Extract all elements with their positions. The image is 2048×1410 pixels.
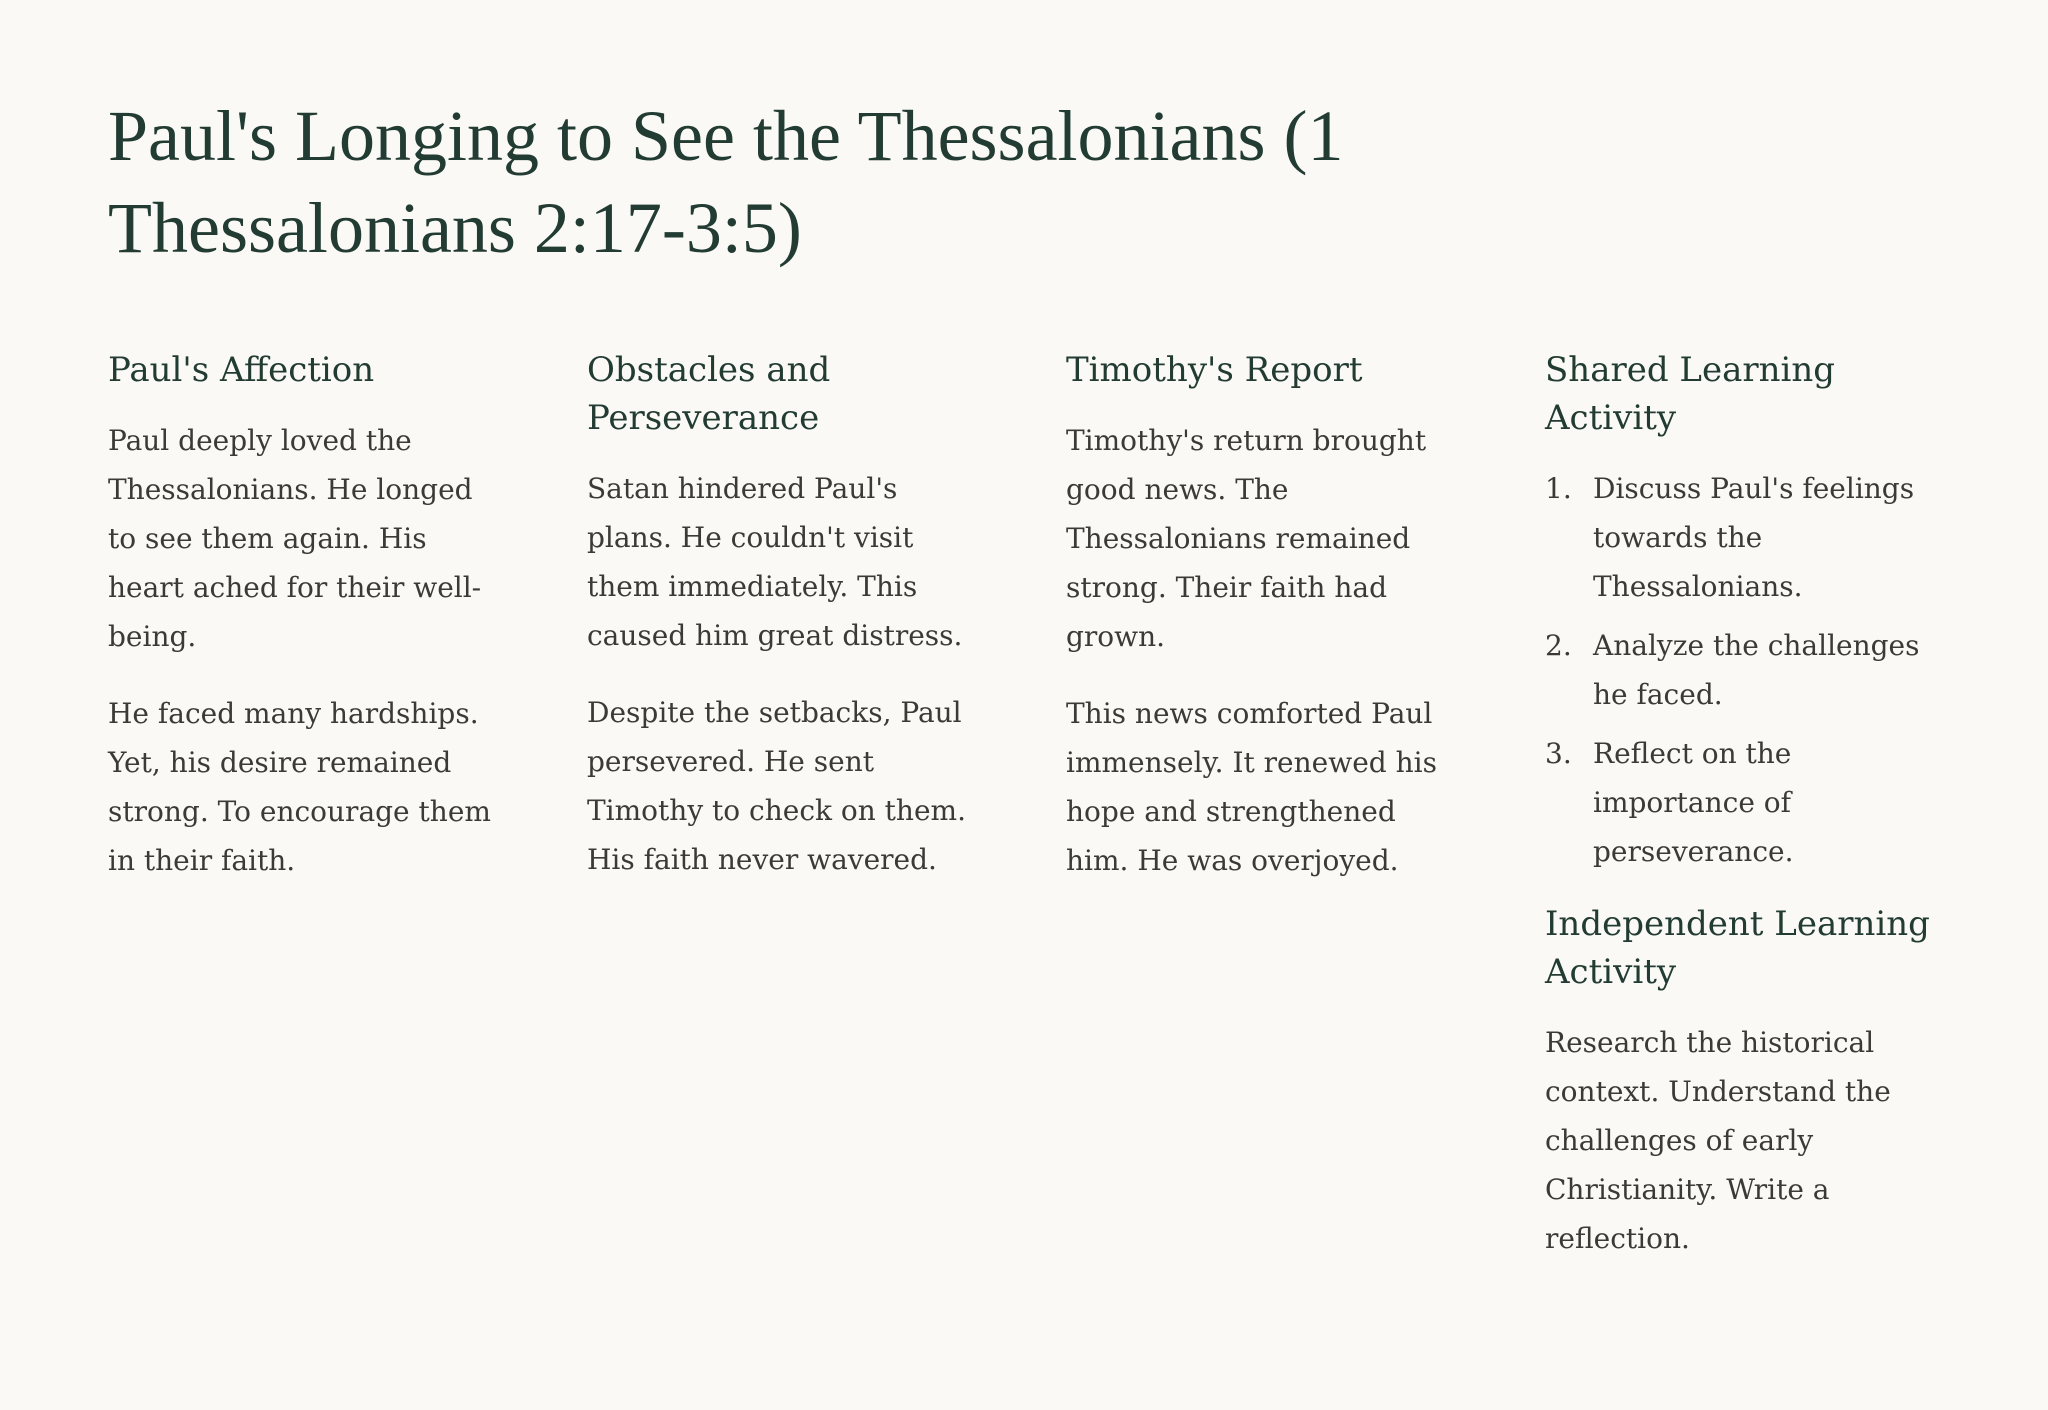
- list-item-number: 2.: [1545, 629, 1572, 662]
- shared-activity-heading: Shared Learning Activity: [1545, 350, 1836, 438]
- list-item: [1545, 621, 1944, 719]
- section-heading: Timothy's Report: [1066, 350, 1363, 390]
- section-paragraph: Satan hindered Paul's plans. He couldn't visit them immediately. This caused him great distress.: [587, 472, 963, 652]
- section-obstacles-perseverance: [587, 346, 986, 1291]
- list-item-number: 3.: [1545, 737, 1572, 770]
- shared-activity-list: [1545, 464, 1944, 876]
- list-item: [1545, 464, 1944, 611]
- section-learning-activities: [1545, 346, 1944, 1291]
- list-item-text: Reflect on the importance of perseverance.: [1593, 737, 1794, 868]
- section-pauls-affection: [108, 346, 507, 1291]
- section-heading: Paul's Affection: [108, 350, 375, 390]
- independent-activity-text: Research the historical context. Understand the challenges of early Christianity. Write a reflection.: [1545, 1026, 1891, 1255]
- page-title: Paul's Longing to See the Thessalonians (1 Thessalonians 2:17-3:5): [108, 96, 1344, 268]
- list-item-number: 1.: [1545, 472, 1572, 505]
- list-item: [1545, 729, 1944, 876]
- independent-activity-heading: Independent Learning Activity: [1545, 904, 1930, 992]
- list-item-text: Analyze the challenges he faced.: [1593, 629, 1920, 711]
- section-paragraph: Despite the setbacks, Paul persevered. He sent Timothy to check on them. His faith never wavered.: [587, 696, 966, 876]
- list-item-text: Discuss Paul's feelings towards the Thessalonians.: [1593, 472, 1915, 603]
- section-paragraph: Timothy's return brought good news. The Thessalonians remained strong. Their faith had grown.: [1066, 424, 1427, 653]
- section-paragraph: He faced many hardships. Yet, his desire remained strong. To encourage them in their faith.: [108, 697, 491, 877]
- content-columns: [108, 346, 1940, 1291]
- section-timothys-report: [1066, 346, 1465, 1291]
- section-paragraph: This news comforted Paul immensely. It renewed his hope and strengthened him. He was overjoyed.: [1066, 697, 1437, 877]
- section-paragraph: Paul deeply loved the Thessalonians. He longed to see them again. His heart ached for their well-being.: [108, 424, 482, 653]
- section-heading: Obstacles and Perseverance: [587, 350, 831, 438]
